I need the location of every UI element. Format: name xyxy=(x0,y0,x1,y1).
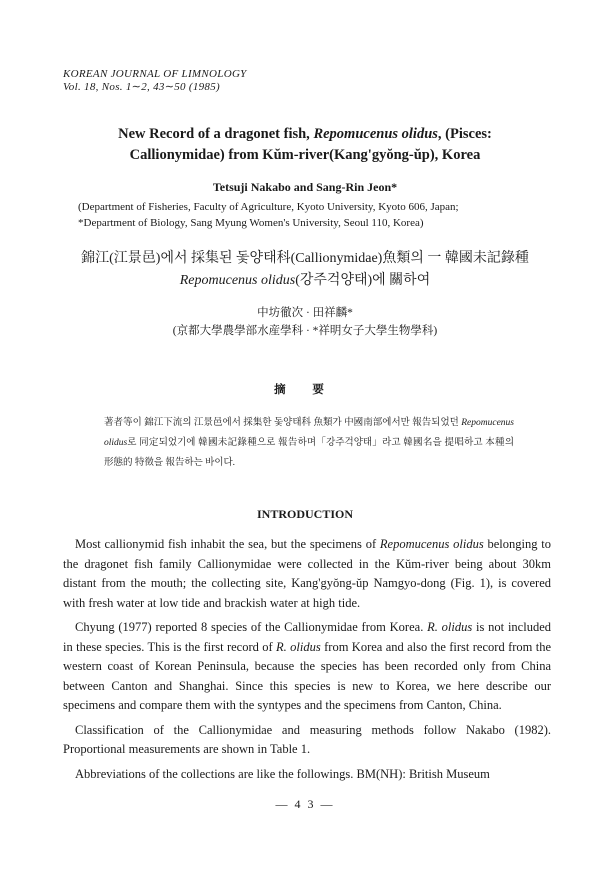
title-species: Repomucenus olidus xyxy=(313,126,438,142)
body-text xyxy=(63,535,551,789)
affiliation-2: *Department of Biology, Sang Myung Women's University, Seoul 110, Korea) xyxy=(78,217,424,229)
journal-name: KOREAN JOURNAL OF LIMNOLOGY xyxy=(63,68,247,80)
korean-title-line-2: Repomucenus olidus(강주걱양태)에 關하여 xyxy=(179,273,431,288)
paragraph-4: Abbreviations of the collections are like the followings. BM(NH): British Museum xyxy=(75,766,490,781)
article-title xyxy=(50,124,560,166)
korean-title xyxy=(40,248,570,292)
korean-title-line-1: 錦江(江景邑)에서 採集된 돛양태科(Callionymidae)魚類의 一 韓國未記錄種 xyxy=(81,251,529,266)
journal-volume: Vol. 18, Nos. 1∼2, 43∼50 (1985) xyxy=(63,80,220,93)
affiliation-1: (Department of Fisheries, Faculty of Agriculture, Kyoto University, Kyoto 606, Japan; xyxy=(78,201,459,213)
title-line-1: New Record of a dragonet fish, Repomucenus olidus, (Pisces: xyxy=(118,126,492,142)
abstract-heading: 摘 要 xyxy=(274,384,336,396)
journal-header xyxy=(63,68,247,93)
paragraph-2: Chyung (1977) reported 8 species of the Callionymidae from Korea. R. olidus is not included in these species. This is the first record of R. olidus from Korea and also the first record from the western coast of Korean Peninsula, because the species has been recorded only from China between Canton and Shanghai. Since this species is new to Korea, we here describe our specimens and compare them with the syntypes and the specimens from Canton, China. xyxy=(63,620,552,712)
abstract-text: 著者等이 錦江下流의 江景邑에서 採集한 돛양태科 魚類가 中國南部에서만 報告되었던 Repomucenus olidus로 同定되었기에 韓國未記錄種으로 報告하며「강주걱양태」라고 韓國名을 提唱하고 本種의 形態的 特徵을 報告하는 바이다. xyxy=(104,418,514,468)
page-number: — 4 3 — xyxy=(275,797,335,811)
title-line-2: Callionymidae) from Kŭm-river(Kang'gyŏng-ŭp), Korea xyxy=(129,147,481,163)
korean-author-affiliations: (京都大學農學部水産學科 · *祥明女子大學生物學科) xyxy=(172,325,438,337)
section-heading: INTRODUCTION xyxy=(256,507,353,521)
paragraph-3: Classification of the Callionymidae and measuring methods follow Nakabo (1982). Proportional measurements are shown in Table 1. xyxy=(63,722,551,756)
korean-author-names: 中坊徹次 · 田祥麟* xyxy=(257,307,353,319)
authors: Tetsuji Nakabo and Sang-Rin Jeon* xyxy=(212,180,398,194)
paragraph-1: Most callionymid fish inhabit the sea, but the specimens of Repomucenus olidus belonging to the dragonet fish family Callionymidae were collected in the Kŭm-river being about 30km distant from the mouth; the collecting site, Kang'gyŏng-ŭp Namgyo-dong (Fig. 1), is covered with fresh water at low tide and brackish water at high tide. xyxy=(63,537,552,610)
affiliations xyxy=(78,199,578,231)
korean-authors xyxy=(40,304,570,340)
